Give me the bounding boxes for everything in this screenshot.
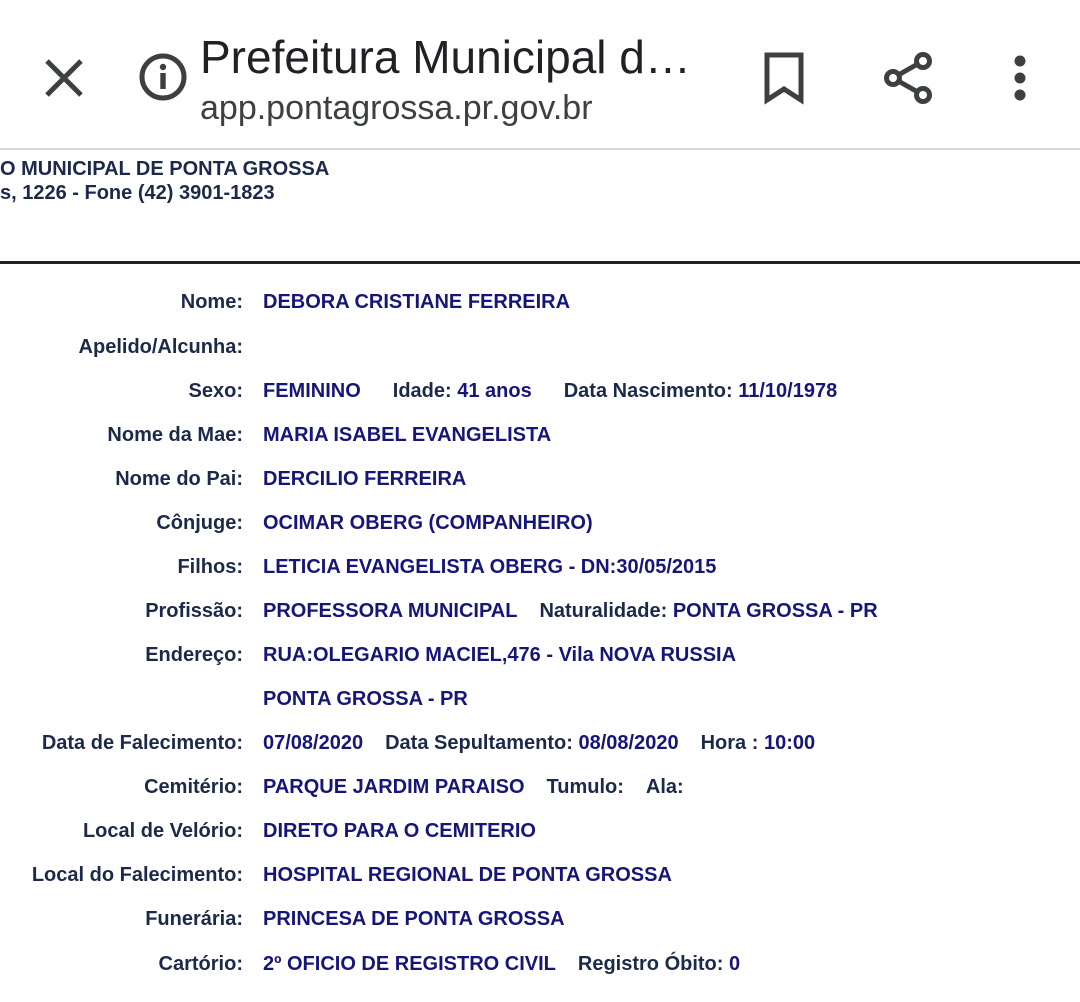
header-address: s, 1226 - Fone (42) 3901-1823 bbox=[0, 182, 275, 204]
label-endereco: Endereço: bbox=[145, 644, 243, 666]
label-mae: Nome da Mae: bbox=[107, 424, 243, 446]
label-velorio: Local de Velório: bbox=[82, 820, 243, 842]
row-cidade bbox=[0, 688, 1080, 718]
value-cemiterio bbox=[263, 776, 684, 799]
title-block bbox=[200, 28, 700, 130]
page-url[interactable]: app.pontagrossa.pr.gov.br bbox=[200, 89, 593, 127]
hora-value: 10:00 bbox=[763, 732, 816, 754]
row-pai bbox=[0, 468, 1080, 498]
registro-obito-value: 0 bbox=[729, 953, 741, 975]
row-nome bbox=[0, 291, 1080, 321]
browser-toolbar bbox=[0, 0, 1080, 150]
row-apelido bbox=[0, 336, 1080, 366]
row-cartorio bbox=[0, 953, 1080, 983]
more-vert-icon[interactable] bbox=[984, 42, 1056, 114]
label-cemiterio: Cemitério: bbox=[144, 776, 243, 798]
value-pai: DERCILIO FERREIRA bbox=[263, 468, 467, 490]
page-title: Prefeitura Municipal d… bbox=[200, 31, 691, 83]
label-registro-obito: Registro Óbito: bbox=[577, 953, 724, 975]
label-hora: Hora : bbox=[700, 732, 759, 754]
value-nome: DEBORA CRISTIANE FERREIRA bbox=[263, 291, 571, 313]
row-mae bbox=[0, 424, 1080, 454]
label-nome: Nome: bbox=[180, 291, 243, 313]
row-conjuge bbox=[0, 512, 1080, 542]
value-funeraria: PRINCESA DE PONTA GROSSA bbox=[263, 908, 565, 930]
cartorio-value: 2º OFICIO DE REGISTRO CIVIL bbox=[263, 953, 556, 975]
value-conjuge: OCIMAR OBERG (COMPANHEIRO) bbox=[263, 512, 593, 534]
label-sexo: Sexo: bbox=[188, 380, 243, 402]
label-sepultamento: Data Sepultamento: bbox=[385, 732, 573, 754]
sepultamento-value: 08/08/2020 bbox=[578, 732, 679, 754]
value-cartorio bbox=[263, 953, 740, 976]
label-profissao: Profissão: bbox=[145, 600, 243, 622]
label-falecimento: Data de Falecimento: bbox=[41, 732, 243, 754]
label-naturalidade: Naturalidade: bbox=[539, 600, 668, 622]
nascimento-value: 11/10/1978 bbox=[738, 380, 838, 402]
row-falecimento bbox=[0, 732, 1080, 762]
label-pai: Nome do Pai: bbox=[115, 468, 243, 490]
row-local-falecimento bbox=[0, 864, 1080, 894]
profissao-value: PROFESSORA MUNICIPAL bbox=[263, 600, 518, 622]
row-sexo bbox=[0, 380, 1080, 410]
label-filhos: Filhos: bbox=[177, 556, 243, 578]
value-endereco: RUA:OLEGARIO MACIEL,476 - Vila NOVA RUSSIA bbox=[263, 644, 737, 666]
value-mae: MARIA ISABEL EVANGELISTA bbox=[263, 424, 552, 446]
idade-value: 41 anos bbox=[457, 380, 532, 402]
label-apelido: Apelido/Alcunha: bbox=[78, 336, 243, 358]
row-endereco bbox=[0, 644, 1080, 674]
value-sexo bbox=[263, 380, 837, 403]
row-velorio bbox=[0, 820, 1080, 850]
close-icon[interactable] bbox=[28, 42, 100, 114]
label-ala: Ala: bbox=[645, 776, 684, 798]
info-icon[interactable] bbox=[132, 46, 194, 108]
bookmark-icon[interactable] bbox=[748, 42, 820, 114]
value-filhos: LETICIA EVANGELISTA OBERG - DN:30/05/2015 bbox=[263, 556, 717, 578]
naturalidade-value: PONTA GROSSA - PR bbox=[672, 600, 878, 622]
value-velorio: DIRETO PARA O CEMITERIO bbox=[263, 820, 536, 842]
header-institution: O MUNICIPAL DE PONTA GROSSA bbox=[0, 158, 330, 180]
label-idade: Idade: bbox=[392, 380, 452, 402]
label-nascimento: Data Nascimento: bbox=[563, 380, 733, 402]
row-cemiterio bbox=[0, 776, 1080, 806]
share-icon[interactable] bbox=[870, 42, 946, 114]
value-cidade: PONTA GROSSA - PR bbox=[263, 688, 468, 710]
divider bbox=[0, 261, 1080, 264]
value-profissao bbox=[263, 600, 878, 623]
label-cartorio: Cartório: bbox=[158, 953, 243, 975]
label-funeraria: Funerária: bbox=[145, 908, 243, 930]
row-funeraria bbox=[0, 908, 1080, 938]
value-local-falecimento: HOSPITAL REGIONAL DE PONTA GROSSA bbox=[263, 864, 672, 886]
label-tumulo: Tumulo: bbox=[546, 776, 624, 798]
cemiterio-value: PARQUE JARDIM PARAISO bbox=[263, 776, 525, 798]
falecimento-value: 07/08/2020 bbox=[263, 732, 364, 754]
sexo-value: FEMININO bbox=[263, 380, 361, 402]
label-conjuge: Cônjuge: bbox=[156, 512, 243, 534]
value-falecimento bbox=[263, 732, 815, 755]
page-content bbox=[0, 150, 1080, 1002]
row-filhos bbox=[0, 556, 1080, 586]
row-profissao bbox=[0, 600, 1080, 630]
label-local-falecimento: Local do Falecimento: bbox=[31, 864, 243, 886]
